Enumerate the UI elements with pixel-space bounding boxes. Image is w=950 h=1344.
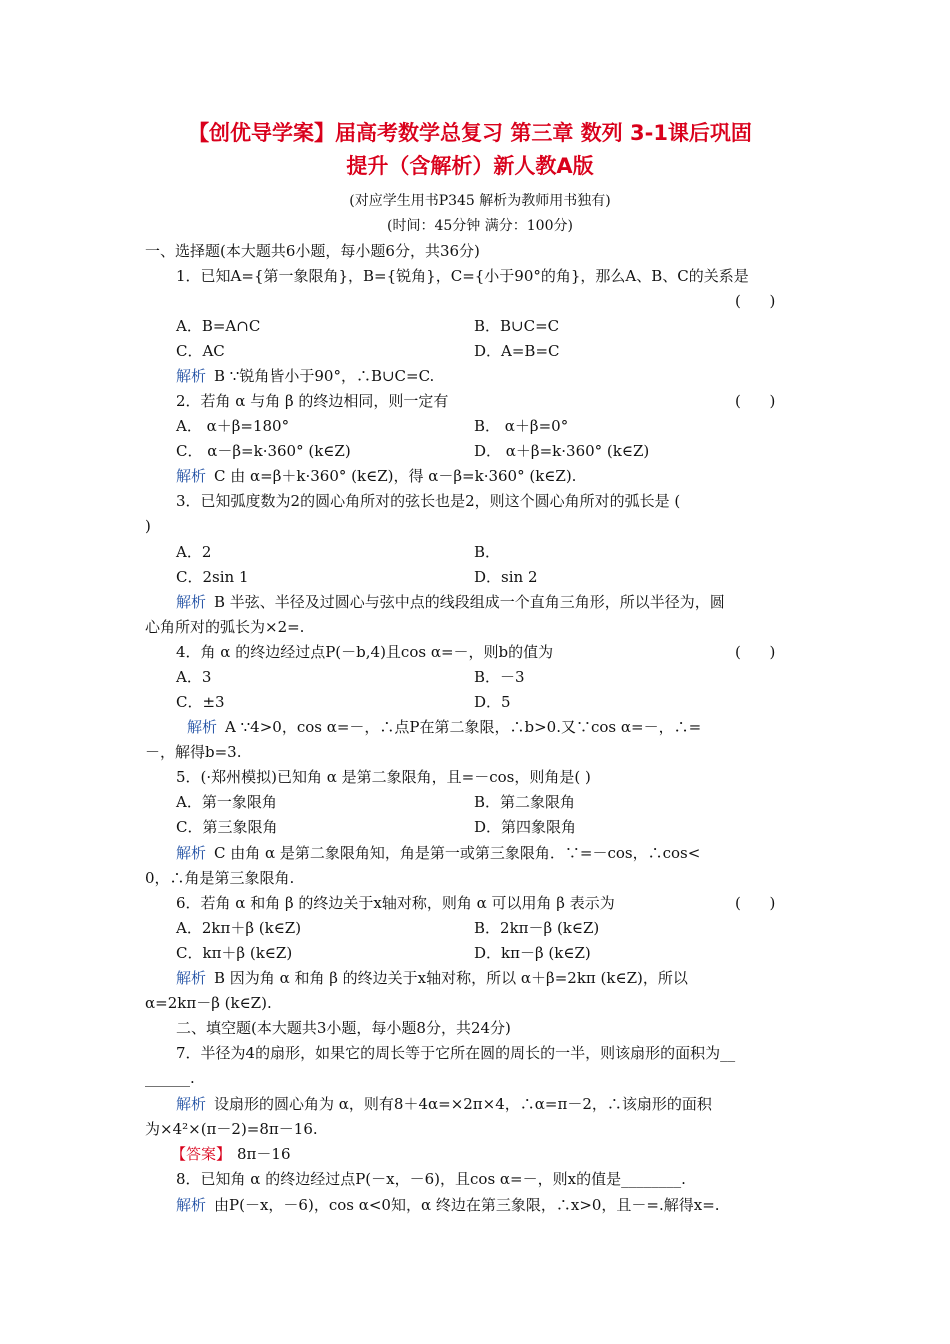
question-2-stem: 2．若角 α 与角 β 的终边相同，则一定有 — [176, 392, 449, 410]
q5-option-b: B．第二象限角 — [474, 793, 576, 811]
q1-option-d: D．A=B=C — [474, 342, 560, 360]
question-1-stem: 1．已知A={第一象限角}，B={锐角}，C={小于90°的角}，那么A、B、C的关系是 — [176, 267, 749, 285]
q4-option-a: A．3 — [176, 668, 212, 686]
q7-analysis-text: 设扇形的圆心角为 α，则有8＋4α=×2π×4，∴α=π－2，∴该扇形的面积 — [214, 1095, 712, 1113]
q6-option-d: D．kπ－β (k∈Z) — [474, 944, 591, 962]
question-3-stem: 3．已知弧度数为2的圆心角所对的弦长也是2，则这个圆心角所对的弧长是 ( — [176, 492, 681, 510]
time-info: (时间：45分钟 满分：100分) — [387, 218, 573, 234]
question-7-stem-cont: ______. — [145, 1069, 195, 1087]
q3-analysis — [176, 592, 841, 612]
q4-analysis-cont: －，解得b=3. — [145, 743, 242, 761]
q3-analysis-text: B 半弦、半径及过圆心与弦中点的线段组成一个直角三角形，所以半径为，圆 — [214, 593, 725, 611]
answer-paren: ( ) — [735, 392, 776, 410]
q7-answer — [171, 1144, 836, 1164]
q2-option-c: C． α－β=k·360° (k∈Z) — [176, 442, 351, 460]
q5-analysis-text: C 由角 α 是第二象限角知，角是第一或第三象限角．∵=－cos，∴cos< — [214, 844, 701, 862]
q7-analysis-cont: 为×4²×(π－2)=8π－16. — [145, 1120, 318, 1138]
analysis-label: 解析 — [176, 1196, 207, 1214]
section-heading-choice: 一、选择题(本大题共6小题，每小题6分，共36分) — [145, 242, 480, 260]
q3-option-a: A．2 — [176, 543, 212, 561]
answer-paren: ( ) — [735, 292, 776, 310]
q2-analysis — [176, 466, 841, 486]
q7-analysis — [176, 1094, 841, 1114]
q4-option-d: D．5 — [474, 693, 511, 711]
q6-analysis-cont: α=2kπ－β (k∈Z). — [145, 994, 272, 1012]
analysis-label: 解析 — [187, 718, 218, 736]
question-8-stem: 8．已知角 α 的终边经过点P(－x，－6)，且cos α=－，则x的值是________. — [176, 1170, 686, 1188]
analysis-label: 解析 — [176, 969, 207, 987]
q5-option-d: D．第四象限角 — [474, 818, 577, 836]
q4-option-b: B．－3 — [474, 668, 525, 686]
question-4-stem: 4．角 α 的终边经过点P(－b,4)且cos α=－，则b的值为 — [176, 643, 554, 661]
answer-paren: ( ) — [735, 643, 776, 661]
q3-option-d: D．sin 2 — [474, 568, 538, 586]
q5-option-c: C．第三象限角 — [176, 818, 278, 836]
analysis-label: 解析 — [176, 844, 207, 862]
q4-option-c: C．±3 — [176, 693, 225, 711]
q4-analysis — [187, 717, 852, 737]
q6-analysis-text: B 因为角 α 和角 β 的终边关于x轴对称，所以 α＋β=2kπ (k∈Z)，所以 — [214, 969, 688, 987]
q2-option-d: D． α＋β=k·360° (k∈Z) — [474, 442, 650, 460]
q6-option-b: B．2kπ－β (k∈Z) — [474, 919, 600, 937]
q6-analysis — [176, 968, 841, 988]
document-title-line-1: 【创优导学案】届高考数学总复习 第三章 数列 3-1课后巩固 — [188, 121, 752, 145]
document-title-line-2: 提升（含解析）新人教A版 — [346, 154, 594, 178]
q7-answer-text: 8π－16 — [237, 1145, 291, 1163]
q5-analysis — [176, 843, 841, 863]
q5-analysis-cont: 0，∴角是第三象限角. — [145, 869, 295, 887]
q1-analysis-text: B ∵锐角皆小于90°，∴B∪C=C. — [214, 367, 435, 385]
q4-analysis-text: A ∵4>0，cos α=－，∴点P在第二象限，∴b>0.又∵cos α=－，∴= — [225, 718, 702, 736]
q3-option-c: C．2sin 1 — [176, 568, 249, 586]
question-7-stem: 7．半径为4的扇形，如果它的周长等于它所在圆的周长的一半，则该扇形的面积为__ — [176, 1044, 736, 1062]
analysis-label: 解析 — [176, 467, 207, 485]
section-heading-fill: 二、填空题(本大题共3小题，每小题8分，共24分) — [176, 1019, 511, 1037]
analysis-label: 解析 — [176, 1095, 207, 1113]
question-6-stem: 6．若角 α 和角 β 的终边关于x轴对称，则角 α 可以用角 β 表示为 — [176, 894, 615, 912]
analysis-label: 解析 — [176, 593, 207, 611]
q3-option-b: B． — [474, 543, 501, 561]
q1-analysis — [176, 366, 841, 386]
question-5-stem: 5．(·郑州模拟)已知角 α 是第二象限角，且=－cos，则角是( ) — [176, 768, 591, 786]
subtitle-note: (对应学生用书P345 解析为教师用书独有) — [349, 193, 611, 209]
q5-option-a: A．第一象限角 — [176, 793, 277, 811]
q8-analysis — [176, 1195, 841, 1215]
q6-option-a: A．2kπ＋β (k∈Z) — [176, 919, 302, 937]
answer-label: 【答案】 — [171, 1145, 232, 1163]
q3-analysis-cont: 心角所对的弧长为×2=. — [145, 618, 305, 636]
answer-paren: ( ) — [735, 894, 776, 912]
q1-option-c: C．AC — [176, 342, 225, 360]
q1-option-b: B．B∪C=C — [474, 317, 560, 335]
q1-option-a: A．B=A∩C — [176, 317, 261, 335]
q2-option-b: B． α＋β=0° — [474, 417, 569, 435]
q2-option-a: A． α＋β=180° — [176, 417, 290, 435]
analysis-label: 解析 — [176, 367, 207, 385]
q8-analysis-text: 由P(－x，－6)，cos α<0知，α 终边在第三象限，∴x>0，且－=.解得x=. — [214, 1196, 720, 1214]
q2-analysis-text: C 由 α=β＋k·360° (k∈Z)，得 α－β=k·360° (k∈Z). — [214, 467, 577, 485]
q6-option-c: C．kπ＋β (k∈Z) — [176, 944, 293, 962]
question-3-stem-cont: ) — [145, 517, 151, 535]
